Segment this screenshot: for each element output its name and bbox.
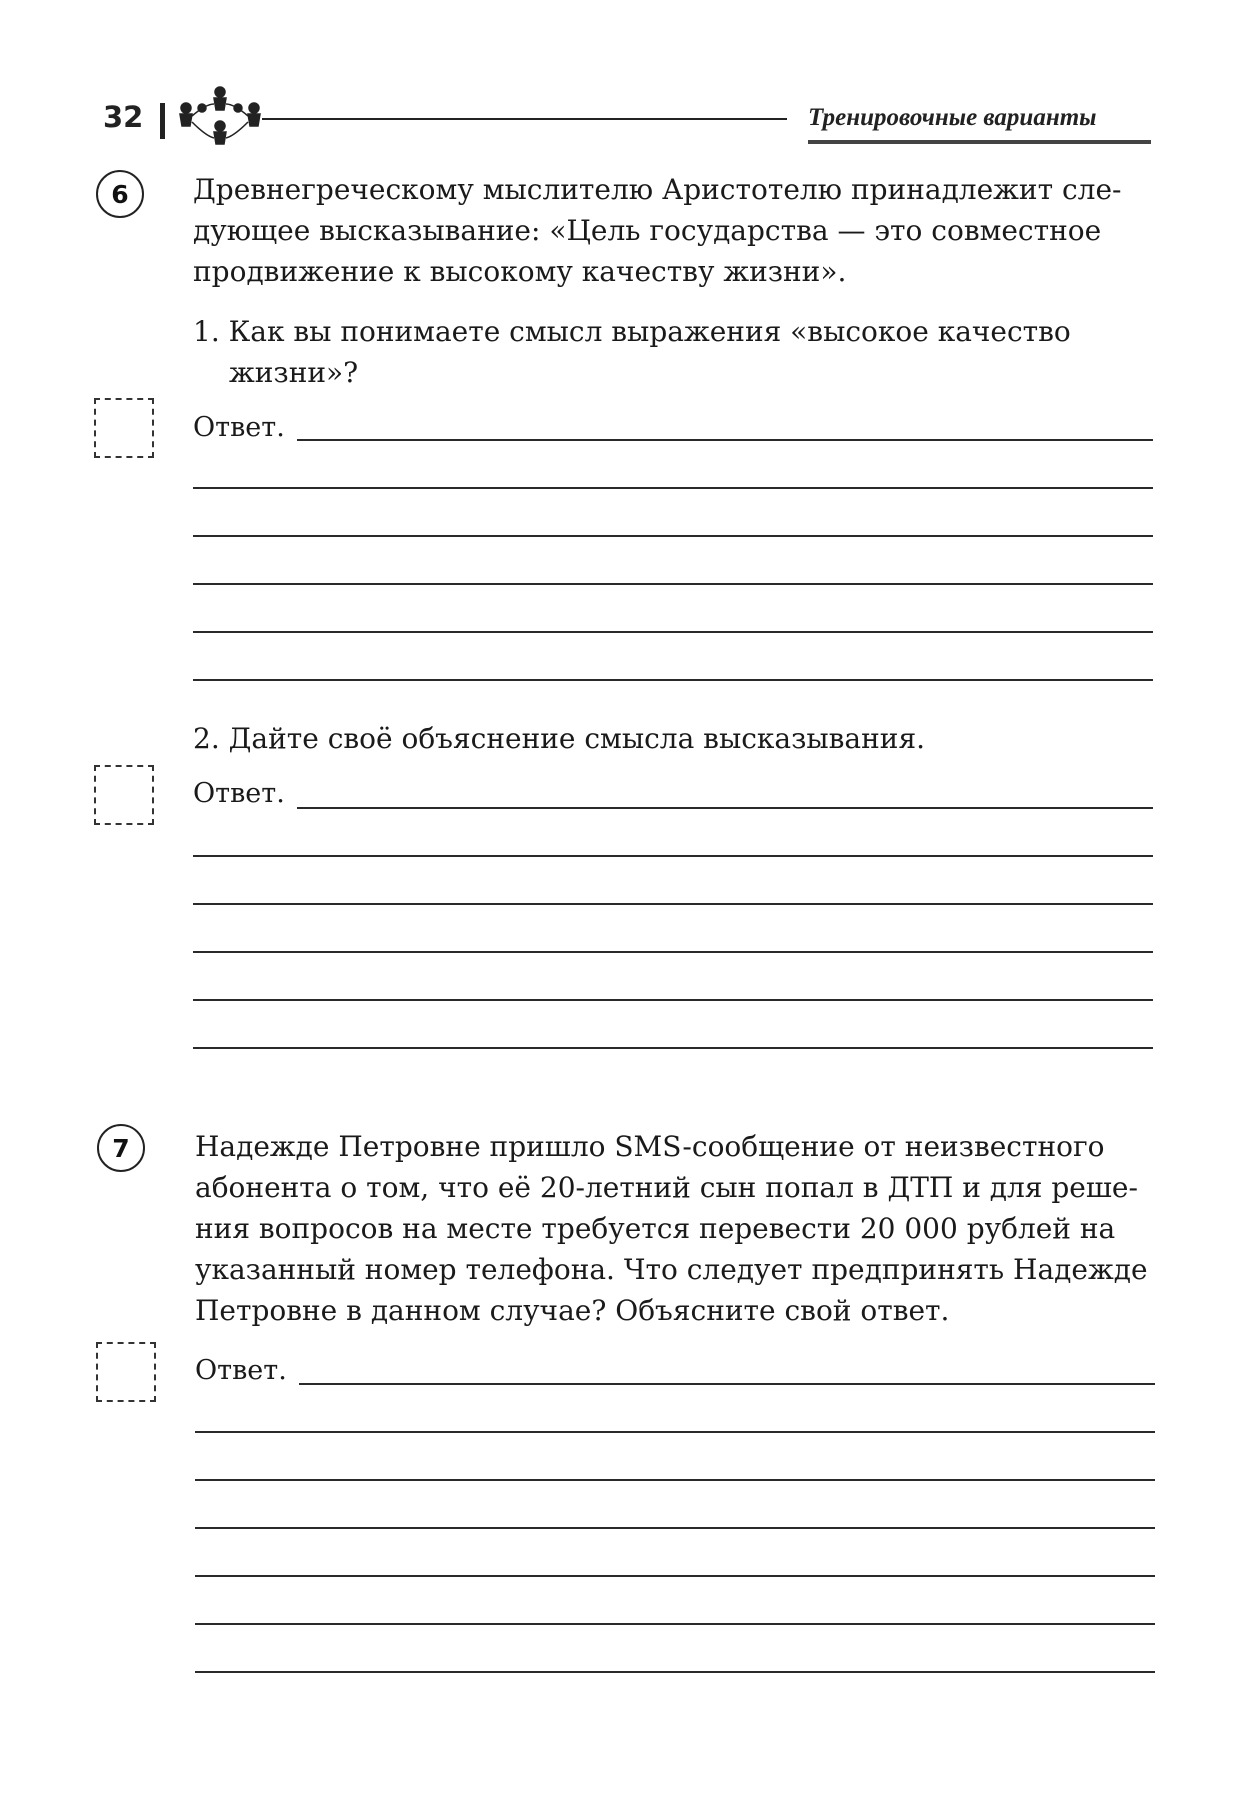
task7-line-1: Надежде Петровне пришло SMS-сообщение от неизвестного [195,1130,1105,1163]
task7-line-5: Петровне в данном случае? Объясните свой ответ. [195,1294,950,1327]
task7-line-3: ния вопросов на месте требуется перевести 20 000 рублей на [195,1212,1116,1245]
score-box-7[interactable] [96,1342,156,1402]
answer-line[interactable] [193,535,1153,537]
task6-q1-line-2: жизни»? [229,356,359,389]
task7-line-2: абонента о том, что её 20-летний сын попал в ДТП и для реше- [195,1171,1138,1204]
answer-line[interactable] [193,903,1153,905]
task6-question-1 [193,311,1153,393]
people-network-icon [178,86,262,156]
task-number-6: 6 [96,170,144,218]
answer-label-7: Ответ. [195,1355,287,1386]
answer-line[interactable] [297,439,1153,441]
answer-line[interactable] [193,631,1153,633]
task6-intro-line-3: продвижение к высокому качеству жизни». [193,255,847,288]
task7-text [195,1126,1155,1331]
header-bar [160,103,165,139]
task7-line-4: указанный номер телефона. Что следует предпринять Надежде [195,1253,1148,1286]
header-rule [262,118,787,120]
task6-intro-line-2: дующее высказывание: «Цель государства — это совместное [193,214,1102,247]
task6-intro [193,169,1153,292]
answer-line[interactable] [193,951,1153,953]
task-number-7: 7 [97,1124,145,1172]
section-title-underline [808,140,1151,144]
task6-question-2: 2. Дайте своё объяснение смысла высказывания. [193,722,926,755]
task6-q1-line-1: 1. Как вы понимаете смысл выражения «высокое качество [193,315,1071,348]
section-title: Тренировочные варианты [808,104,1097,131]
score-box-6-2[interactable] [94,765,154,825]
answer-label-6-2: Ответ. [193,778,285,809]
answer-line[interactable] [195,1623,1155,1625]
task6-intro-line-1: Древнегреческому мыслителю Аристотелю принадлежит сле- [193,173,1122,206]
answer-line[interactable] [195,1527,1155,1529]
answer-line[interactable] [297,807,1153,809]
answer-line[interactable] [193,1047,1153,1049]
score-box-6-1[interactable] [94,398,154,458]
answer-line[interactable] [195,1479,1155,1481]
answer-line[interactable] [193,999,1153,1001]
answer-line[interactable] [193,855,1153,857]
answer-line[interactable] [195,1575,1155,1577]
answer-line[interactable] [195,1671,1155,1673]
answer-line[interactable] [193,679,1153,681]
answer-line[interactable] [193,487,1153,489]
page-number: 32 [103,100,144,134]
answer-label-6-1: Ответ. [193,412,285,443]
answer-line[interactable] [299,1383,1155,1385]
answer-line[interactable] [195,1431,1155,1433]
answer-line[interactable] [193,583,1153,585]
